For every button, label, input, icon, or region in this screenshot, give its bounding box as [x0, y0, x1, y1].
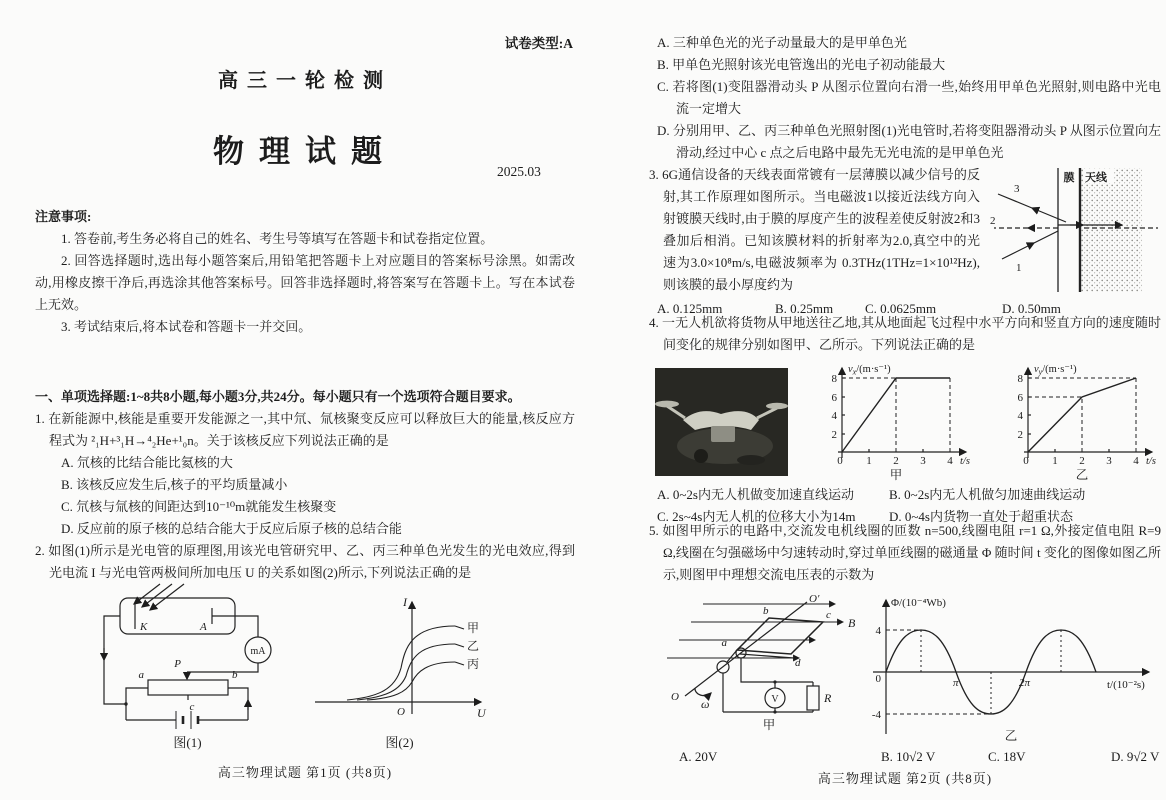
- vy-ytick-2: 2: [1017, 429, 1023, 441]
- ray-2-label: 2: [990, 215, 996, 227]
- vx-t-graph: [804, 360, 974, 482]
- iu-axes: [315, 602, 481, 714]
- notes-title: 注意事项:: [35, 209, 92, 224]
- q2-option-d: D. 分别用甲、乙、丙三种单色光照射图(1)光电管时,若将变阻器滑动头 P 从图示位置向左滑动,经过中心 c 点之后电路中最先无光电流的是甲单色光: [657, 123, 1161, 160]
- vy-axis-label: [1034, 364, 1077, 377]
- antenna-stipple-region: [1080, 168, 1142, 292]
- vy-xlabel: t/s: [1146, 456, 1156, 467]
- q2-option-b: B. 甲单色光照射该光电管逸出的光电子初动能最大: [657, 57, 946, 72]
- vy-ytick-6: 6: [1017, 392, 1023, 404]
- film-label: 膜: [1063, 172, 1075, 184]
- vy-caption: 乙: [1075, 468, 1089, 482]
- circuit-caption: 甲: [762, 718, 776, 732]
- question-4-block: [649, 312, 1161, 528]
- axis-o-prime-label: O′: [809, 593, 820, 605]
- vx-data: [842, 378, 950, 452]
- question-3-block: [649, 164, 1161, 320]
- q5-option-b: B. 10√2 V: [881, 749, 936, 764]
- fig1-label-b: b: [232, 669, 238, 681]
- vx-xtick-0: 0: [837, 455, 843, 467]
- q2-option-a: A. 三种单色光的光子动量最大的是甲单色光: [657, 35, 907, 50]
- ac-generator-circuit-figure: [657, 592, 857, 732]
- exam-type-label: 试卷类型:A: [504, 36, 573, 51]
- q1-option-a: A. 氘核的比结合能比氦核的大: [61, 455, 233, 470]
- vy-axes: [1024, 368, 1152, 458]
- fig2-origin-label: O: [397, 706, 405, 718]
- ray-1-label: 1: [1016, 262, 1022, 274]
- vx-ytick-2: 2: [831, 429, 837, 441]
- vy-t-graph: [990, 360, 1160, 482]
- fig1-label-c: c: [189, 701, 195, 713]
- vy-xtick-2: 2: [1079, 455, 1085, 467]
- vy-unit: /(m·s⁻¹): [1042, 364, 1077, 375]
- note-2: 2. 回答选择题时,选出每小题答案后,用铅笔把答题卡上对应题目的答案标号涂黑。如需改动,用橡皮擦干净后,再选涂其他答案标号。回答非选择题时,将答案写在答题卡上。写在本试卷上无效。: [35, 253, 575, 312]
- fig1-label-K: K: [140, 621, 148, 633]
- vy-xtick-4: 4: [1133, 455, 1139, 467]
- voltmeter-label: V: [771, 694, 779, 705]
- note-3: 3. 考试结束后,将本试卷和答题卡一并交回。: [61, 319, 312, 334]
- note-1: 1. 答卷前,考生务必将自己的姓名、考生号等填写在答题卡和试卷指定位置。: [61, 231, 494, 246]
- question-1-stem: 1. 在新能源中,核能是重要开发能源之一,其中氘、氚核聚变反应可以释放巨大的能量,核反应方程式为 ²₁H+³₁H→⁴₂He+¹₀n。关于该核反应下列说法正确的是: [35, 411, 575, 448]
- fig2-curve-bing-label: 丙: [467, 657, 480, 671]
- exam-date: 2025.03: [497, 164, 541, 179]
- vx-caption: 甲: [889, 468, 903, 482]
- flux-xtick-2pi: 2π: [1019, 677, 1031, 689]
- vx-v: v: [848, 364, 853, 375]
- q4-options-row-1: [657, 484, 1161, 506]
- antenna-film-figure: [986, 164, 1161, 296]
- fig1-label-A: A: [200, 621, 207, 633]
- coil-d-label: d: [795, 657, 801, 669]
- page-1-footer: 高三物理试题 第1页 (共8页): [217, 765, 393, 780]
- section-1-block: [35, 386, 575, 584]
- vx-unit: /(m·s⁻¹): [856, 364, 891, 375]
- q5-options-row: [679, 746, 1161, 768]
- vx-ytick-8: 8: [831, 373, 837, 385]
- q1-option-b: B. 该核反应发生后,核子的平均质量减小: [61, 477, 288, 492]
- q5-option-a: A. 20V: [679, 749, 718, 764]
- milliammeter-label: mA: [250, 646, 266, 657]
- q3-option-d: D. 0.50mm: [1002, 301, 1061, 316]
- q3-option-a: A. 0.125mm: [657, 301, 723, 316]
- vx-xlabel: t/s: [960, 456, 970, 467]
- vx-sub: x: [852, 367, 857, 377]
- vy-data: [1028, 378, 1136, 452]
- q5-option-d: D. 9√2 V: [1111, 749, 1160, 764]
- flux-ytick-0: 0: [875, 673, 881, 685]
- fig2-I-axis-label: I: [403, 595, 407, 609]
- drone-photo: [655, 368, 788, 476]
- flux-caption: 乙: [1004, 729, 1018, 743]
- notes-block: [35, 206, 575, 338]
- q5-option-c: C. 18V: [988, 749, 1026, 764]
- q4-option-b: B. 0~2s内无人机做匀加速曲线运动: [889, 487, 1086, 502]
- fig2-curve-yi-label: 乙: [467, 639, 480, 653]
- q4-figures-row: [655, 360, 1161, 482]
- phototube-circuit-lines: [104, 584, 271, 729]
- iu-curves-figure: [307, 590, 492, 751]
- exam-subtitle: 高三一轮检测: [218, 70, 392, 92]
- vx-ytick-6: 6: [831, 392, 837, 404]
- vy-xtick-0: 0: [1023, 455, 1029, 467]
- fig1-label-P: P: [174, 658, 181, 670]
- question-3-stem: 3. 6G通信设备的天线表面常镀有一层薄膜以减少信号的反射,其工作原理如图所示。当电磁波1以接近法线方向入射镀膜天线时,由于膜的厚度产生的波程差使反射波2和3叠加后相消。已知该膜材料的折射率为2.0,真空中的光速为3.0×10⁸m/s,电磁波频率为 0.3THz(1THz=1×10¹²Hz),则该膜的最小厚度约为: [649, 167, 980, 292]
- vy-v: v: [1034, 364, 1039, 375]
- question-5-block: [649, 520, 1161, 768]
- phototube-circuit-figure: [90, 590, 285, 751]
- resistor-label: R: [824, 691, 832, 705]
- question-2-stem: 2. 如图(1)所示是光电管的原理图,用该光电管研究甲、乙、丙三种单色光发生的光电效应,得到光电流 I 与光电管两极间所加电压 U 的关系如图(2)所示,下列说法正确的是: [35, 543, 575, 580]
- vx-xtick-3: 3: [920, 455, 926, 467]
- vy-xtick-1: 1: [1052, 455, 1058, 467]
- q5-figures-row: [657, 592, 1161, 742]
- q1-option-c: C. 氘核与氚核的间距达到10⁻¹⁰m就能发生核聚变: [61, 499, 337, 514]
- q2-figures-row: [90, 590, 630, 751]
- vx-xtick-2: 2: [893, 455, 899, 467]
- flux-ytick-n4: -4: [871, 709, 881, 721]
- ray-3-label: 3: [1014, 183, 1020, 195]
- q3-option-b: B. 0.25mm: [775, 301, 834, 316]
- q4-option-a: A. 0~2s内无人机做变加速直线运动: [657, 487, 854, 502]
- fig1-label-a: a: [138, 669, 144, 681]
- q2-option-c: C. 若将图(1)变阻器滑动头 P 从图示位置向右滑一些,始终用甲单色光照射,则电路中光电流一定增大: [657, 79, 1161, 116]
- vy-ytick-4: 4: [1017, 410, 1023, 422]
- axis-o-label: O: [671, 691, 679, 703]
- exam-title: 物理试题: [213, 134, 397, 169]
- question-5-stem: 5. 如图甲所示的电路中,交流发电机线圈的匝数 n=500,线圈电阻 r=1 Ω,外接定值电阻 R=9 Ω,线圈在匀强磁场中匀速转动时,穿过单匝线圈的磁通量 Φ 随时间 t 变化的图像如图乙所示,则图甲中理想交流电压表的示数为: [649, 523, 1161, 582]
- antenna-label: 天线: [1085, 172, 1107, 184]
- vx-axis-label: [848, 364, 891, 377]
- fig2-U-axis-label: U: [477, 706, 486, 720]
- field-B-label: B: [848, 616, 856, 630]
- q3-option-c: C. 0.0625mm: [865, 301, 937, 316]
- vx-xtick-4: 4: [947, 455, 953, 467]
- question-4-stem: 4. 一无人机欲将货物从甲地送往乙地,其从地面起飞过程中水平方向和竖直方向的速度随时间变化的规律分别如图甲、乙所示。下列说法正确的是: [649, 315, 1161, 352]
- iu-curves: [347, 626, 464, 700]
- vx-xtick-1: 1: [866, 455, 872, 467]
- vx-axes: [838, 368, 966, 458]
- vy-xtick-3: 3: [1106, 455, 1112, 467]
- fig2-curve-jia-label: 甲: [467, 621, 480, 635]
- flux-ylabel: Φ/(10⁻⁴Wb): [891, 597, 946, 609]
- q2-options-block: [649, 32, 1161, 164]
- q4-option-c: C. 2s~4s内无人机的位移大小为14m: [657, 509, 856, 524]
- flux-xlabel: t/(10⁻²s): [1107, 679, 1145, 691]
- page-2-footer: 高三物理试题 第2页 (共8页): [817, 771, 993, 786]
- vy-sub: y: [1038, 367, 1043, 377]
- coil-c-label: c: [826, 609, 831, 621]
- fig1-caption: 图(1): [173, 735, 202, 750]
- coil-b-label: b: [763, 605, 769, 617]
- fig2-caption: 图(2): [385, 735, 414, 750]
- section-1-heading: 一、单项选择题:1~8共8小题,每小题3分,共24分。每小题只有一个选项符合题目要求。: [35, 389, 521, 404]
- q1-option-d: D. 反应前的原子核的总结合能大于反应后原子核的总结合能: [61, 521, 402, 536]
- vx-ytick-4: 4: [831, 410, 837, 422]
- flux-ytick-4: 4: [875, 625, 881, 637]
- page-2: [649, 30, 1161, 790]
- q4-option-d: D. 0~4s内货物一直处于超重状态: [889, 509, 1073, 524]
- vy-ytick-8: 8: [1017, 373, 1023, 385]
- flux-time-graph: [861, 592, 1161, 742]
- page-1: [35, 30, 575, 790]
- coil-a-label: a: [721, 637, 727, 649]
- flux-xtick-pi: π: [953, 677, 959, 689]
- omega-label: ω: [701, 697, 710, 711]
